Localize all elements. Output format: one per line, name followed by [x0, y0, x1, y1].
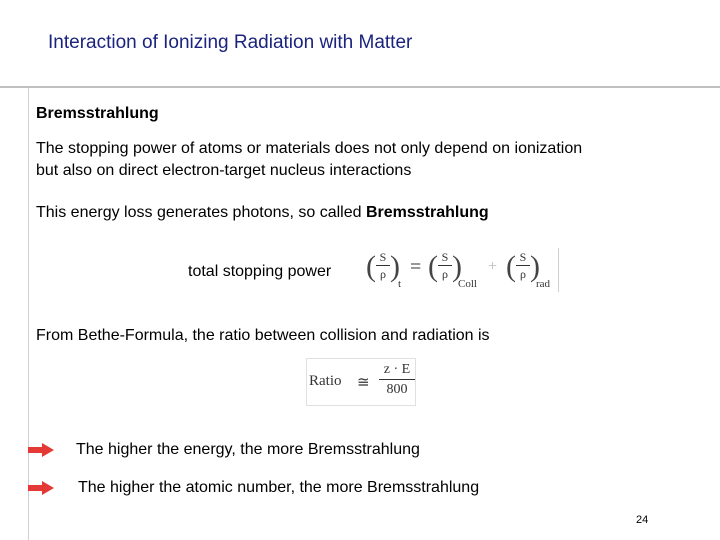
ratio-numerator: z · E: [383, 362, 411, 377]
left-divider: [28, 88, 29, 540]
paragraph-energy-loss: [36, 202, 489, 224]
frac-numerator: S: [379, 250, 387, 264]
paren-right: ): [452, 250, 462, 283]
ratio-formula: [306, 358, 416, 406]
paren-left: (: [506, 250, 516, 283]
frac-numerator: S: [519, 250, 527, 264]
paragraph-bethe-formula: From Bethe-Formula, the ratio between collision and radiation is: [36, 327, 490, 344]
paren-left: (: [366, 250, 376, 283]
section-heading: Bremsstrahlung: [36, 105, 159, 122]
subscript-radiation: rad: [536, 278, 551, 290]
stopping-power-formula: [362, 248, 560, 292]
subscript-collision: Coll: [458, 278, 477, 290]
paragraph-text: This energy loss generates photons, so called: [36, 204, 366, 221]
frac-denominator: ρ: [520, 267, 526, 281]
frac-line: [376, 265, 390, 266]
ratio-fraction: [379, 361, 415, 400]
formula-edge: [558, 248, 559, 292]
subscript-total: t: [398, 278, 402, 290]
frac-denominator: ρ: [380, 267, 386, 281]
equals-sign: =: [410, 256, 422, 278]
bullet-atomic-number: The higher the atomic number, the more Bremsstrahlung: [78, 479, 480, 496]
frac-line: [516, 265, 530, 266]
formula-label: total stopping power: [188, 263, 332, 280]
page-number: 24: [636, 514, 649, 526]
plus-sign: +: [488, 258, 498, 275]
paragraph-stopping-power: [36, 138, 582, 182]
fraction-collision: [438, 250, 452, 281]
bullet-energy: The higher the energy, the more Bremsstrahlung: [76, 441, 420, 458]
arrow-right-icon: [28, 481, 54, 495]
paren-right: ): [390, 250, 400, 283]
bremsstrahlung-term: Bremsstrahlung: [365, 204, 489, 221]
paragraph-line: but also on direct electron-target nucleus interactions: [36, 162, 412, 179]
frac-denominator: ρ: [442, 267, 448, 281]
title-divider: [0, 86, 720, 88]
paren-right: ): [530, 250, 540, 283]
paren-left: (: [428, 250, 438, 283]
fraction-total: [376, 250, 390, 281]
frac-numerator: S: [441, 250, 449, 264]
paragraph-line: The stopping power of atoms or materials does not only depend on ionization: [36, 140, 583, 157]
frac-line: [438, 265, 452, 266]
arrow-right-icon: [28, 443, 54, 457]
approx-sign: ≅: [357, 375, 370, 391]
ratio-denominator: 800: [386, 382, 408, 397]
ratio-label: Ratio: [309, 373, 342, 389]
fraction-radiation: [516, 250, 530, 281]
slide-title: Interaction of Ionizing Radiation with Matter: [48, 32, 413, 53]
